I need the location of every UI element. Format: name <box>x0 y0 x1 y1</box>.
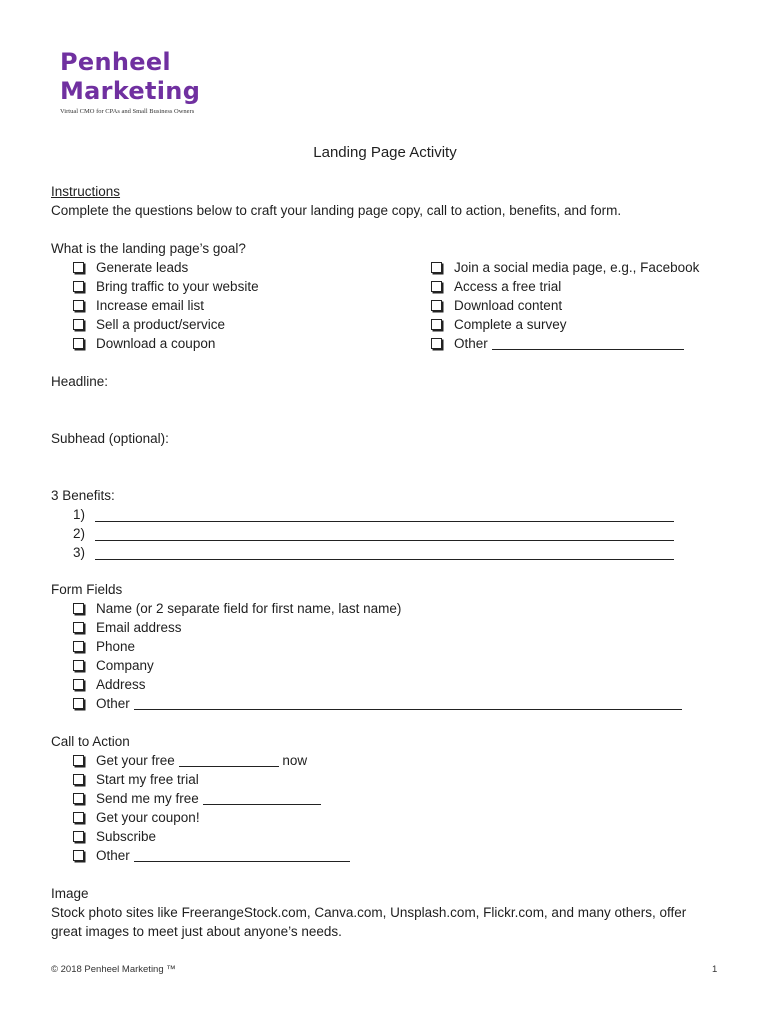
checkbox-icon[interactable] <box>431 338 442 349</box>
instructions-heading: Instructions <box>51 184 121 199</box>
goal-option-generate-leads[interactable]: Generate leads <box>73 258 188 277</box>
image-text-line-1: Stock photo sites like FreerangeStock.com, Canva.com, Unsplash.com, Flickr.com, and many others, offer <box>51 905 687 920</box>
checkbox-icon[interactable] <box>431 319 442 330</box>
cta-label: Call to Action <box>51 734 130 749</box>
checkbox-icon[interactable] <box>73 812 84 823</box>
cta-send-free-blank[interactable] <box>203 790 321 805</box>
checkbox-icon[interactable] <box>73 300 84 311</box>
instructions-text: Complete the questions below to craft your landing page copy, call to action, benefits, and form. <box>51 203 622 218</box>
logo-tagline: Virtual CMO for CPAs and Small Business Owners <box>60 108 195 115</box>
image-text-line-2: great images to meet just about anyone’s needs. <box>51 924 342 939</box>
goal-option-free-trial[interactable]: Access a free trial <box>431 277 561 296</box>
goal-option-other[interactable]: Other <box>431 334 684 353</box>
form-field-phone[interactable]: Phone <box>73 637 135 656</box>
form-field-other[interactable]: Other <box>73 694 682 713</box>
cta-option-get-free[interactable]: Get your free now <box>73 751 307 770</box>
checkbox-icon[interactable] <box>73 698 84 709</box>
benefit-2-blank[interactable] <box>95 526 674 541</box>
checkbox-icon[interactable] <box>73 319 84 330</box>
checkbox-icon[interactable] <box>73 622 84 633</box>
goal-option-increase-email[interactable]: Increase email list <box>73 296 204 315</box>
page-number: 1 <box>712 964 718 975</box>
benefit-3: 3) <box>73 545 86 560</box>
checkbox-icon[interactable] <box>73 262 84 273</box>
benefit-2: 2) <box>73 526 86 541</box>
checkbox-icon[interactable] <box>73 850 84 861</box>
cta-option-subscribe[interactable]: Subscribe <box>73 827 156 846</box>
checkbox-icon[interactable] <box>73 831 84 842</box>
checkbox-icon[interactable] <box>73 774 84 785</box>
cta-option-send-free[interactable]: Send me my free <box>73 789 321 808</box>
goal-other-blank[interactable] <box>492 335 684 350</box>
form-field-other-blank[interactable] <box>134 695 682 710</box>
cta-option-start-trial[interactable]: Start my free trial <box>73 770 199 789</box>
checkbox-icon[interactable] <box>73 793 84 804</box>
benefits-label: 3 Benefits: <box>51 488 115 503</box>
checkbox-icon[interactable] <box>431 262 442 273</box>
cta-other-blank[interactable] <box>134 847 350 862</box>
goal-option-survey[interactable]: Complete a survey <box>431 315 567 334</box>
cta-get-free-blank[interactable] <box>179 752 279 767</box>
benefit-1: 1) <box>73 507 86 522</box>
cta-option-get-coupon[interactable]: Get your coupon! <box>73 808 200 827</box>
form-field-name[interactable]: Name (or 2 separate field for first name, last name) <box>73 599 401 618</box>
form-field-email[interactable]: Email address <box>73 618 182 637</box>
page-title: Landing Page Activity <box>313 144 457 161</box>
checkbox-icon[interactable] <box>73 755 84 766</box>
checkbox-icon[interactable] <box>431 281 442 292</box>
goal-option-bring-traffic[interactable]: Bring traffic to your website <box>73 277 259 296</box>
checkbox-icon[interactable] <box>73 641 84 652</box>
benefit-3-blank[interactable] <box>95 545 674 560</box>
benefit-1-blank[interactable] <box>95 507 674 522</box>
checkbox-icon[interactable] <box>73 660 84 671</box>
checkbox-icon[interactable] <box>73 603 84 614</box>
form-field-company[interactable]: Company <box>73 656 154 675</box>
form-field-address[interactable]: Address <box>73 675 146 694</box>
goal-option-social-media[interactable]: Join a social media page, e.g., Facebook <box>431 258 699 277</box>
logo-line-2: Marketing <box>60 77 201 105</box>
checkbox-icon[interactable] <box>73 338 84 349</box>
logo-line-1: Penheel <box>60 48 171 76</box>
subhead-label: Subhead (optional): <box>51 431 169 446</box>
checkbox-icon[interactable] <box>73 679 84 690</box>
footer-copyright: © 2018 Penheel Marketing ™ <box>51 964 176 975</box>
checkbox-icon[interactable] <box>73 281 84 292</box>
checkbox-icon[interactable] <box>431 300 442 311</box>
company-logo <box>60 48 200 115</box>
form-fields-label: Form Fields <box>51 582 123 597</box>
goal-option-download-coupon[interactable]: Download a coupon <box>73 334 215 353</box>
cta-option-other[interactable]: Other <box>73 846 350 865</box>
goal-option-download-content[interactable]: Download content <box>431 296 562 315</box>
image-label: Image <box>51 886 89 901</box>
goal-option-sell-product[interactable]: Sell a product/service <box>73 315 225 334</box>
headline-label: Headline: <box>51 374 109 389</box>
goal-question: What is the landing page’s goal? <box>51 241 246 256</box>
